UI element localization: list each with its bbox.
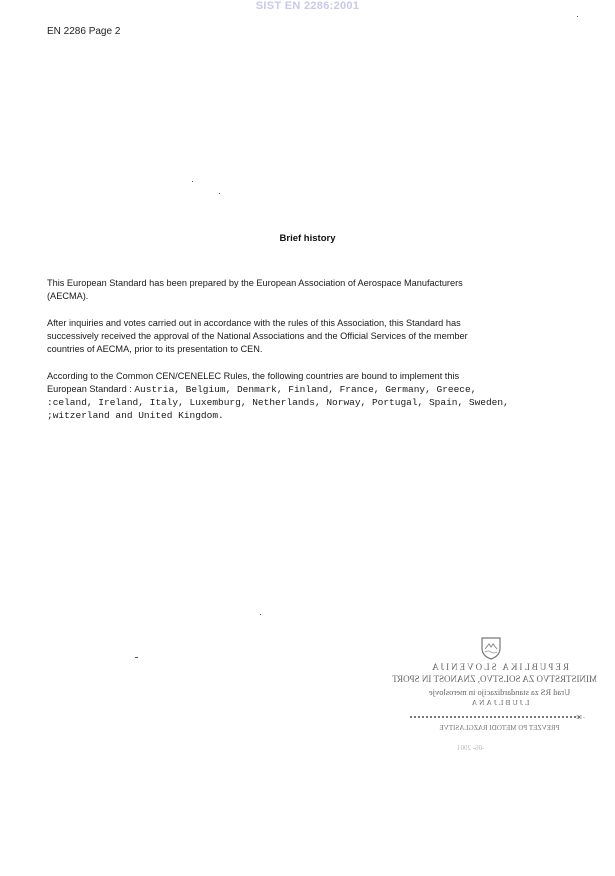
watermark: SIST EN 2286:2001 [255, 0, 360, 12]
countries-line-1 [47, 383, 567, 396]
stamp-republic: REPUBLIKA SLOVENIJA [430, 662, 569, 672]
countries-list-1: Austria, Belgium, Denmark, Finland, France, Germany, Greece, [134, 384, 477, 395]
stamp-method: PREVZET PO METODI RAZGLASITVE [439, 724, 560, 732]
stamp-city: LJUBLJANA [469, 698, 530, 707]
countries-lead: European Standard : [47, 384, 135, 394]
paragraph-approval: After inquiries and votes carried out in accordance with the rules of this Association, this Standard has successively received the approval of the National Associations and the Official Services of the member countries of AECMA, prior to its presentation to CEN. [47, 318, 468, 354]
stamp-dotted-line [410, 716, 580, 718]
scan-speck [219, 193, 220, 194]
stamp-date: -06- 2001 [457, 744, 485, 752]
paragraph-countries-intro: According to the Common CEN/CENELEC Rules, the following countries are bound to implement this [47, 371, 460, 381]
page-header: EN 2286 Page 2 [47, 26, 121, 37]
section-title: Brief history [279, 233, 336, 244]
scan-speck [577, 16, 578, 17]
countries-line-2: :celand, Ireland, Italy, Luxemburg, Netherlands, Norway, Portugal, Spain, Sweden, [47, 397, 509, 408]
stamp-dots-label: -12- [574, 714, 585, 721]
stamp-office: Urad RS za standardizacijo in meroslovje [428, 687, 571, 697]
scan-speck [192, 181, 193, 182]
coat-of-arms-icon [480, 636, 502, 660]
scan-speck [135, 657, 138, 658]
stamp-ministry: MINISTRSTVO ZA SOLSTVO, ZNANOST IN SPORT [392, 674, 597, 684]
countries-line-3: ;witzerland and United Kingdom. [47, 410, 224, 421]
paragraph-preparation: This European Standard has been prepared by the European Association of Aerospace Manufacturers (AECMA). [47, 278, 463, 301]
scan-speck [260, 614, 261, 615]
approval-stamp [392, 636, 597, 766]
